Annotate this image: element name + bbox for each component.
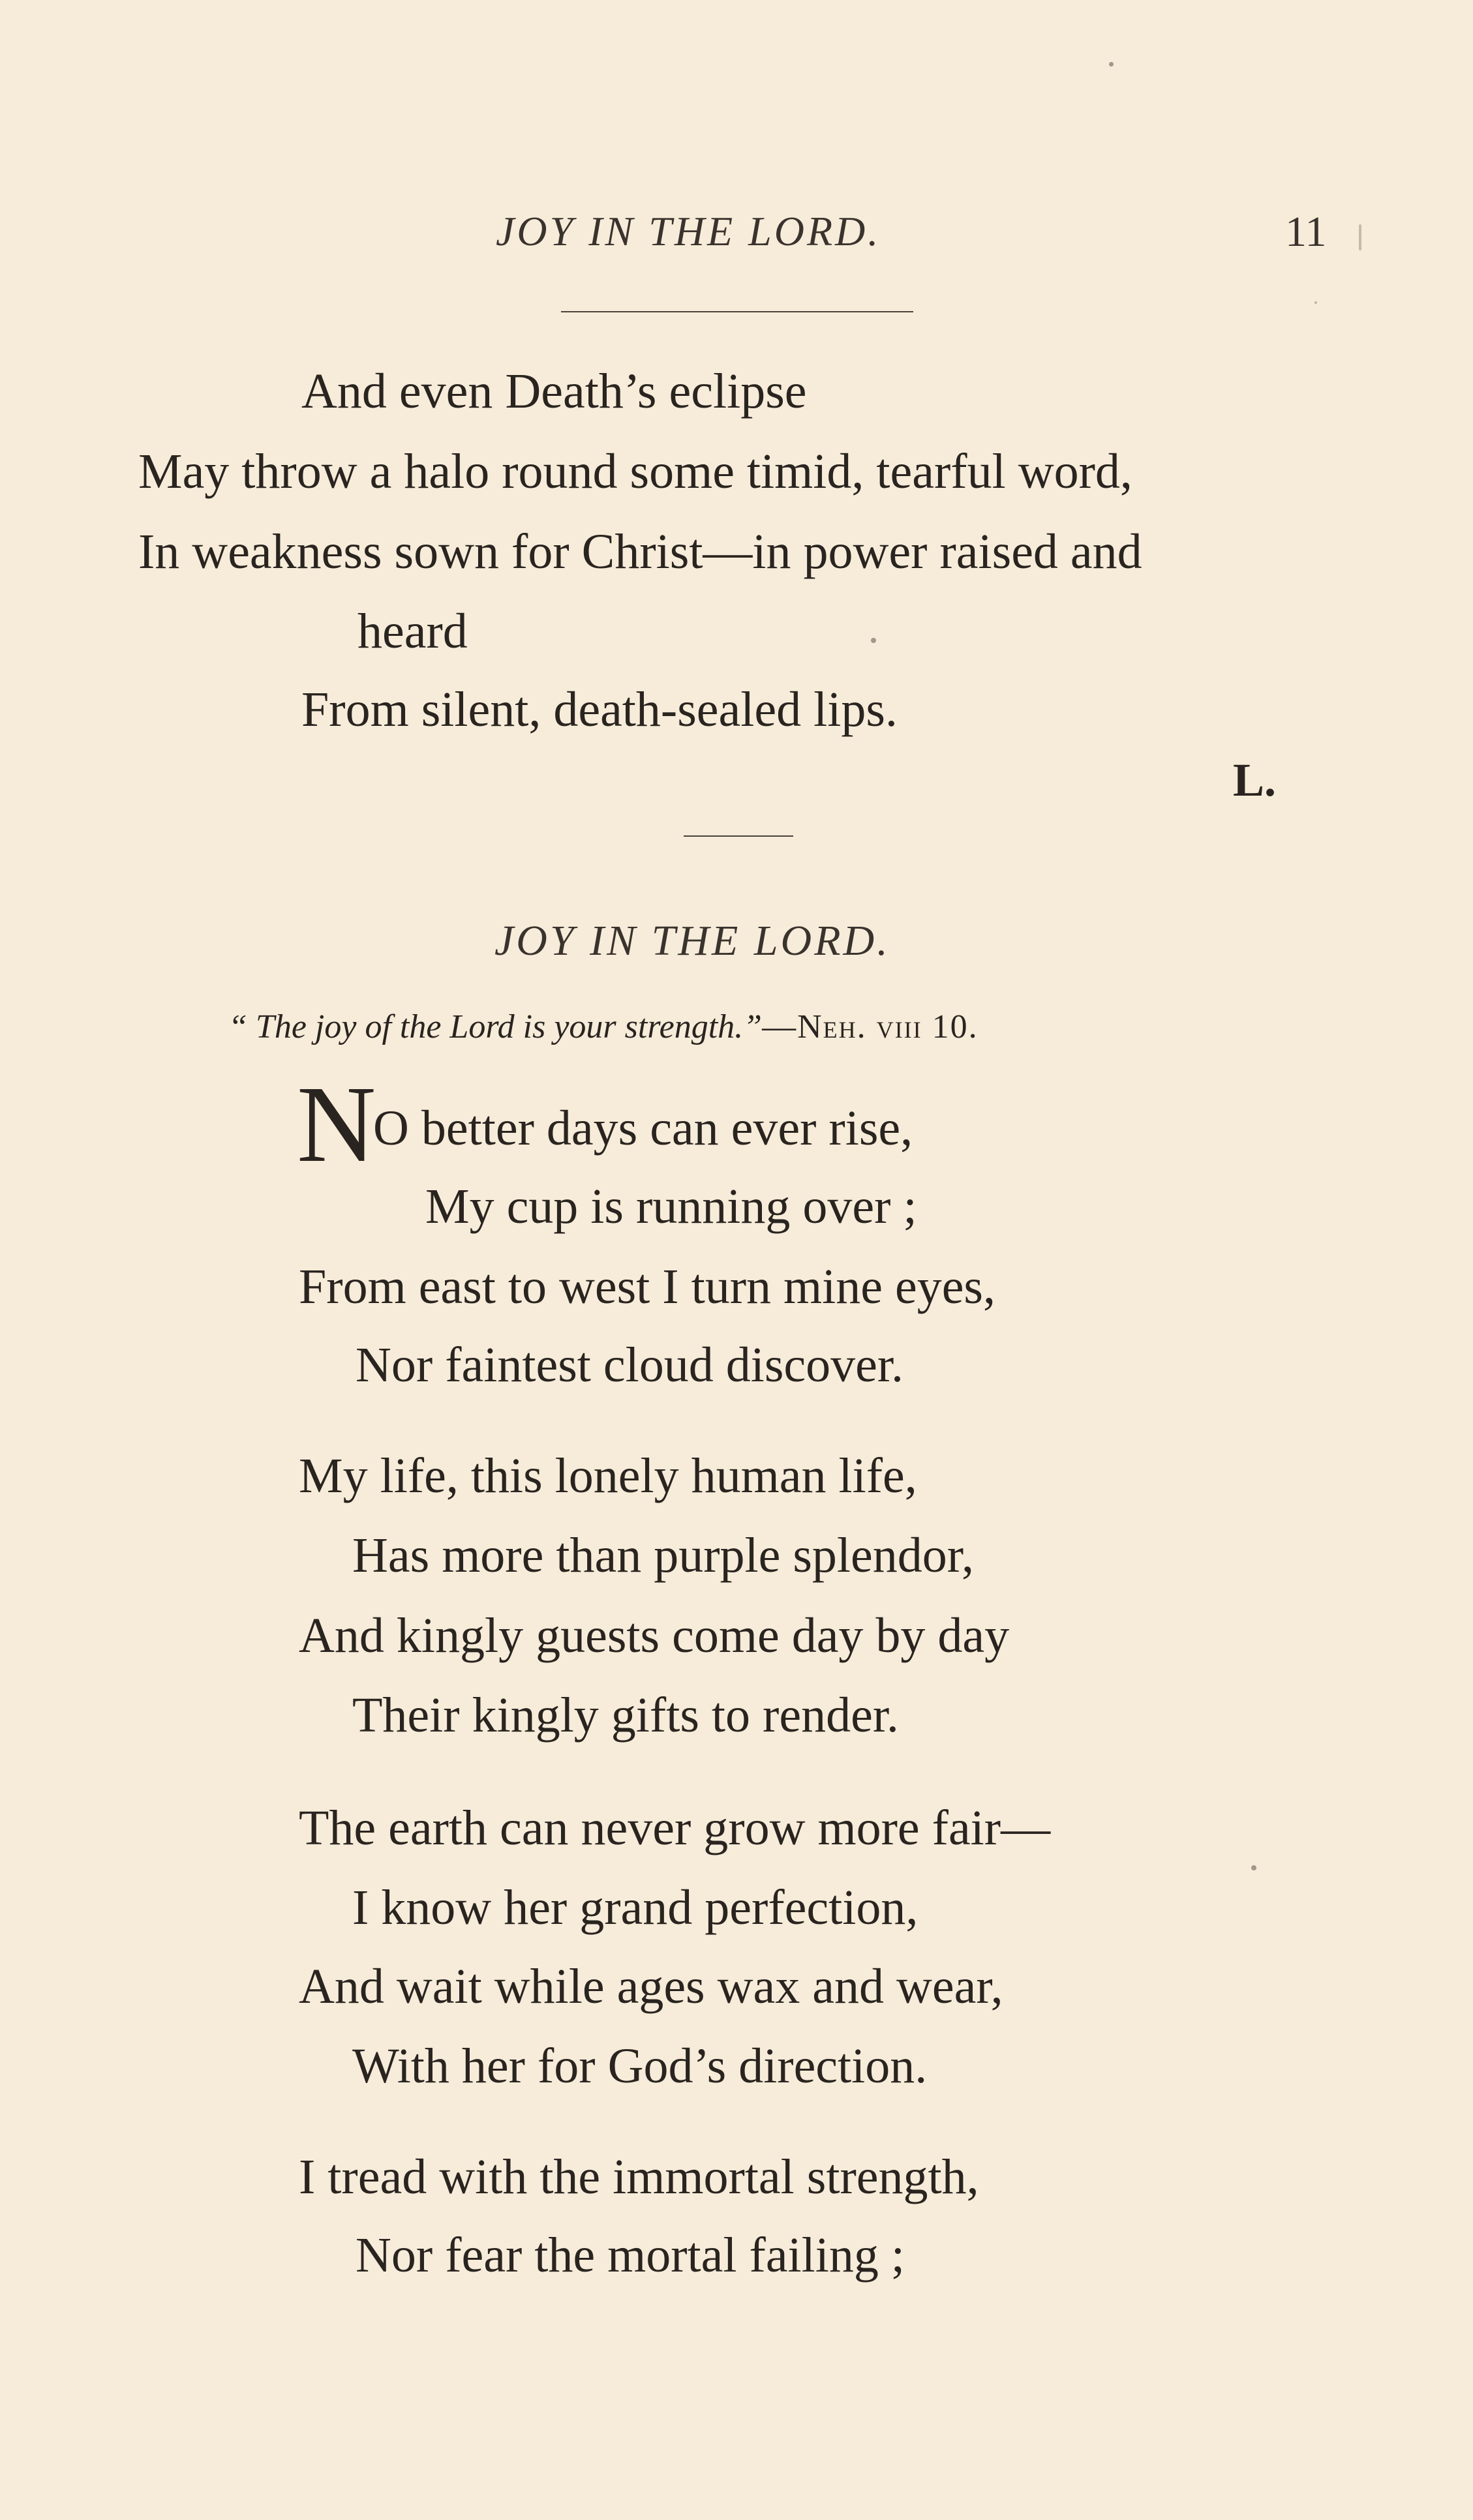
- paper-speck: [1251, 1865, 1256, 1870]
- poem-title: JOY IN THE LORD.: [494, 917, 890, 965]
- running-header-title: JOY IN THE LORD.: [496, 208, 881, 254]
- paper-speck: [1314, 301, 1317, 304]
- poem-line: With her for God’s direction.: [352, 2039, 928, 2093]
- prev-poem-line: heard: [357, 604, 468, 659]
- poem-line: Has more than purple splendor,: [352, 1528, 975, 1583]
- prev-poem-line: And even Death’s eclipse: [301, 364, 807, 419]
- poem-line: My life, this lonely human life,: [299, 1448, 917, 1503]
- paper-speck: [1359, 224, 1361, 250]
- section-divider: [684, 835, 793, 837]
- poem-line: My cup is running over ;: [425, 1179, 917, 1234]
- poem-line: Their kingly gifts to render.: [352, 1688, 899, 1743]
- poem-line: O better days can ever rise,: [373, 1101, 913, 1156]
- poem-line: From east to west I turn mine eyes,: [299, 1259, 996, 1314]
- poem-line: I tread with the immortal strength,: [299, 2150, 979, 2204]
- header-rule: [561, 311, 913, 312]
- poem-line: Nor faintest cloud discover.: [356, 1338, 904, 1392]
- poem-line: I know her grand perfection,: [352, 1880, 919, 1935]
- epigraph-source: —Neh. viii 10.: [762, 1008, 979, 1045]
- prev-poem-line: From silent, death-sealed lips.: [301, 682, 898, 737]
- page-number: 11: [1285, 208, 1327, 256]
- poem-line: The earth can never grow more fair—: [299, 1801, 1051, 1855]
- poem-line: And kingly guests come day by day: [299, 1608, 1010, 1663]
- prev-poem-line: May throw a halo round some timid, tearful word,: [138, 444, 1132, 499]
- poem-line: And wait while ages wax and wear,: [299, 1959, 1003, 2014]
- prev-poem-line: In weakness sown for Christ—in power raised and: [138, 524, 1142, 579]
- paper-speck: [1109, 62, 1114, 67]
- author-signature: L.: [1233, 754, 1277, 806]
- poem-line: Nor fear the mortal failing ;: [356, 2228, 905, 2283]
- paper-speck: [871, 638, 876, 643]
- epigraph-quote: “ The joy of the Lord is your strength.”: [228, 1008, 763, 1045]
- epigraph: [228, 1008, 979, 1046]
- drop-cap-initial: N: [297, 1064, 376, 1185]
